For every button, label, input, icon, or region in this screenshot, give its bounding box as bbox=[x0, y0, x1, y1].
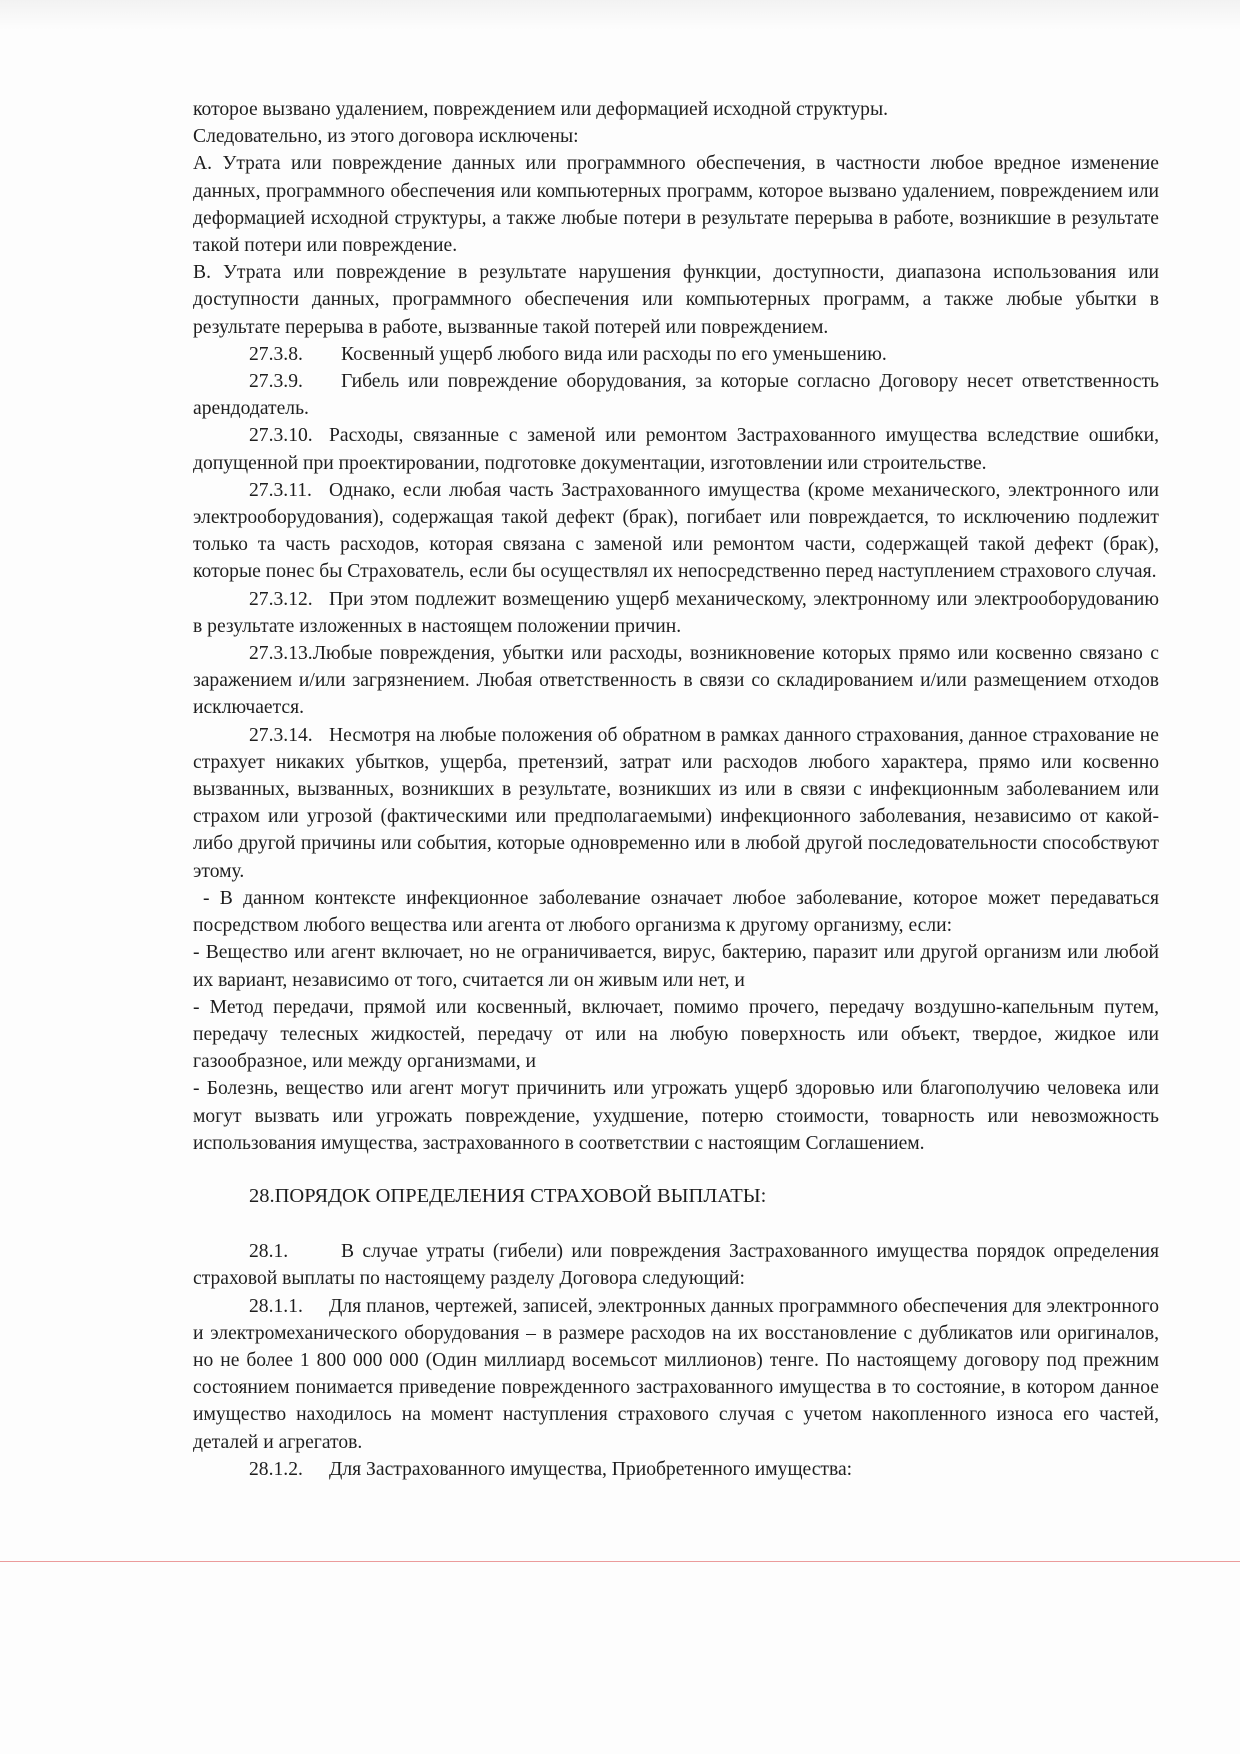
clause-text: Однако, если любая часть Застрахованного имущества (кроме механического, электронного или электрооборудования), содержащая такой дефект (брак), погибает или повреждается, то исключению подлежит только та часть расходов, которая связана с заменой или ремонтом части, содержащей такой дефект (брак), которые понес бы Страхователь, если бы осуществлял их непосредственно перед наступлением страхового случая. bbox=[193, 479, 1159, 583]
clause-27-3-12 bbox=[193, 586, 1159, 640]
clause-28-1-1 bbox=[193, 1293, 1159, 1456]
clause-number: 28.1.2. bbox=[249, 1458, 303, 1480]
exclusion-a: А. Утрата или повреждение данных или программного обеспечения, в частности любое вредное изменение данных, программного обеспечения или компьютерных программ, которое вызвано удалением, повреждением или деформацией исходной структуры, а также любые потери в результате перерыва в работе, возникшие в результате такой потери или повреждение. bbox=[193, 153, 1159, 257]
infection-item-harm: - Болезнь, вещество или агент могут причинить или угрожать ущерб здоровью или благополучию человека или могут вызвать или угрожать повреждение, ухудшение, потерю стоимости, товарность или невозможность использования имущества, застрахованного в соответствии с настоящим Соглашением. bbox=[193, 1078, 1159, 1154]
clause-number: 28.1.1. bbox=[249, 1295, 303, 1317]
clause-text: Любые повреждения, убытки или расходы, возникновение которых прямо или косвенно связано с заражением и/или загрязнением. Любая ответственность в связи со складированием и/или размещением отходов исключается. bbox=[193, 643, 1159, 719]
red-margin-line bbox=[0, 1561, 1240, 1562]
document-body bbox=[193, 96, 1159, 1483]
scan-top-edge bbox=[0, 0, 1240, 30]
clause-number: 27.3.13. bbox=[249, 643, 313, 665]
clause-number: 27.3.9. bbox=[249, 371, 303, 393]
clause-27-3-8 bbox=[193, 341, 1159, 368]
intro-line-2: Следовательно, из этого договора исключены: bbox=[193, 126, 579, 148]
clause-number: 27.3.10. bbox=[249, 425, 313, 447]
clause-text: В случае утраты (гибели) или повреждения Застрахованного имущества порядок определения страховой выплаты по настоящему разделу Договора следующий: bbox=[193, 1241, 1159, 1290]
clause-text: Расходы, связанные с заменой или ремонтом Застрахованного имущества вследствие ошибки, допущенной при проектировании, подготовке документации, изготовлении или строительстве. bbox=[193, 425, 1159, 474]
infection-item-agent: - Вещество или агент включает, но не ограничивается, вирус, бактерию, паразит или другой организм или любой их вариант, независимо от того, считается ли он живым или нет, и bbox=[193, 942, 1159, 991]
clause-text: Гибель или повреждение оборудования, за которые согласно Договору несет ответственность арендодатель. bbox=[193, 371, 1159, 420]
infection-item-transmission: - Метод передачи, прямой или косвенный, включает, помимо прочего, передачу воздушно-капельным путем, передачу телесных жидкостей, передачу от или на любую поверхность или объект, твердое, жидкое или газообразное, или между организмами, и bbox=[193, 996, 1159, 1073]
clause-text: Для Застрахованного имущества, Приобретенного имущества: bbox=[329, 1458, 853, 1480]
exclusion-b: В. Утрата или повреждение в результате нарушения функции, доступности, диапазона использования или доступности данных, программного обеспечения или компьютерных программ, а также любые убытки в результате перерыва в работе, вызванные такой потерей или повреждением. bbox=[193, 262, 1159, 338]
clause-text: Косвенный ущерб любого вида или расходы по его уменьшению. bbox=[341, 343, 887, 365]
clause-number: 27.3.14. bbox=[249, 724, 313, 746]
clause-text: Несмотря на любые положения об обратном в рамках данного страхования, данное страхование не страхует никаких убытков, ущерба, претензий, затрат или расходов любого характера, прямо или косвенно вызванных, вызванных, возникших в результате, возникших из или в связи с инфекционным заболеванием или страхом или угрозой (фактическими или предполагаемыми) инфекционного заболевания, независимо от какой-либо другой причины или события, которые одновременно или в любой другой последовательности способствуют этому. bbox=[193, 724, 1159, 882]
section-heading: 28.ПОРЯДОК ОПРЕДЕЛЕНИЯ СТРАХОВОЙ ВЫПЛАТЫ: bbox=[249, 1184, 767, 1207]
clause-27-3-10 bbox=[193, 422, 1159, 476]
clause-27-3-9 bbox=[193, 368, 1159, 422]
clause-number: 28.1. bbox=[249, 1241, 289, 1263]
clause-text: При этом подлежит возмещению ущерб механическому, электронному или электрооборудованию в результате изложенных в настоящем положении причин. bbox=[193, 588, 1159, 637]
infection-definition: - В данном контексте инфекционное заболевание означает любое заболевание, которое может передаваться посредством любого вещества или агента от любого организма к другому организму, если: bbox=[193, 887, 1159, 937]
clause-28-1 bbox=[193, 1238, 1159, 1292]
clause-28-1-2 bbox=[193, 1456, 1159, 1483]
clause-number: 27.3.8. bbox=[249, 343, 303, 365]
clause-number: 27.3.12. bbox=[249, 588, 313, 610]
clause-27-3-14 bbox=[193, 722, 1159, 885]
clause-text: Для планов, чертежей, записей, электронных данных программного обеспечения для электронного и электромеханического оборудования – в размере расходов на их восстановление с дубликатов или оригиналов, но не более 1 800 000 000 (Один миллиард восемьсот миллионов) тенге. По настоящему договору под прежним состоянием понимается приведение поврежденного застрахованного имущества в то состояние, в котором данное имущество находилось на момент наступления страхового случая с учетом накопленного износа его частей, деталей и агрегатов. bbox=[193, 1295, 1159, 1453]
clause-27-3-11 bbox=[193, 477, 1159, 586]
intro-line-1: которое вызвано удалением, повреждением или деформацией исходной структуры. bbox=[193, 99, 889, 120]
clause-27-3-13 bbox=[193, 640, 1159, 722]
clause-number: 27.3.11. bbox=[249, 479, 312, 501]
